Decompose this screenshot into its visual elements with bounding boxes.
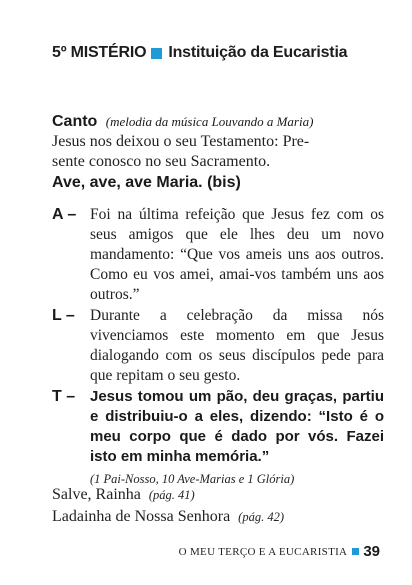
canto-heading [52, 112, 382, 132]
canto-line-2: sente conosco no seu Sacramento. [52, 153, 271, 170]
page-number: 39 [363, 543, 380, 560]
canto-label: Canto [52, 113, 98, 130]
reference-page: (pág. 42) [238, 510, 284, 524]
dialog-text-l: Durante a celebração da missa nós vivenciamos este momento em que Jesus dialogando com os seus discípulos pede para que repitam o seu gesto. [90, 307, 384, 384]
footer-book-title: O MEU TERÇO E A EUCARISTIA [178, 545, 348, 558]
dialog-text-a: Foi na última refeição que Jesus fez com os seus amigos que ele lhes deu um novo mandamento: “Que vos ameis uns aos outros. Como eu vos amei, amai-vos também uns aos outros.” [90, 206, 384, 303]
canto-line-1: Jesus nos deixou o seu Testamento: Pre- [52, 133, 310, 150]
dialog-text-t: Jesus tomou um pão, deu graças, partiu e distribuiu-o a eles, dizendo: “Isto é o meu corpo que é dado por vós. Fazei isto em minha memória.” [90, 388, 384, 465]
reference-salve-rainha [52, 484, 382, 506]
blue-square-icon [151, 48, 162, 59]
dialog-entry-l [52, 306, 384, 386]
blue-square-icon [352, 548, 359, 555]
mystery-number: 5º MISTÉRIO [52, 44, 147, 61]
mystery-title: Instituição da Eucaristia [168, 44, 348, 61]
reference-title: Salve, Rainha [52, 486, 141, 503]
prayer-references [52, 484, 382, 528]
canto-melody-note: (melodia da música Louvando a Maria) [105, 114, 314, 129]
dialog-entry-a [52, 205, 384, 305]
speaker-t: T – [52, 388, 76, 405]
canto-section [52, 112, 382, 193]
page-footer [179, 543, 380, 560]
reference-title: Ladainha de Nossa Senhora [52, 508, 231, 525]
dialog-section [52, 205, 384, 488]
prayer-count-note: (1 Pai-Nosso, 10 Ave-Marias e 1 Glória) [90, 472, 295, 486]
mystery-header [52, 44, 382, 62]
speaker-a: A – [52, 206, 77, 223]
dialog-entry-t [52, 387, 384, 488]
reference-page: (pág. 41) [148, 488, 195, 502]
speaker-l: L – [52, 307, 75, 324]
reference-ladainha [52, 506, 382, 528]
canto-chorus: Ave, ave, ave Maria. (bis) [52, 174, 241, 191]
